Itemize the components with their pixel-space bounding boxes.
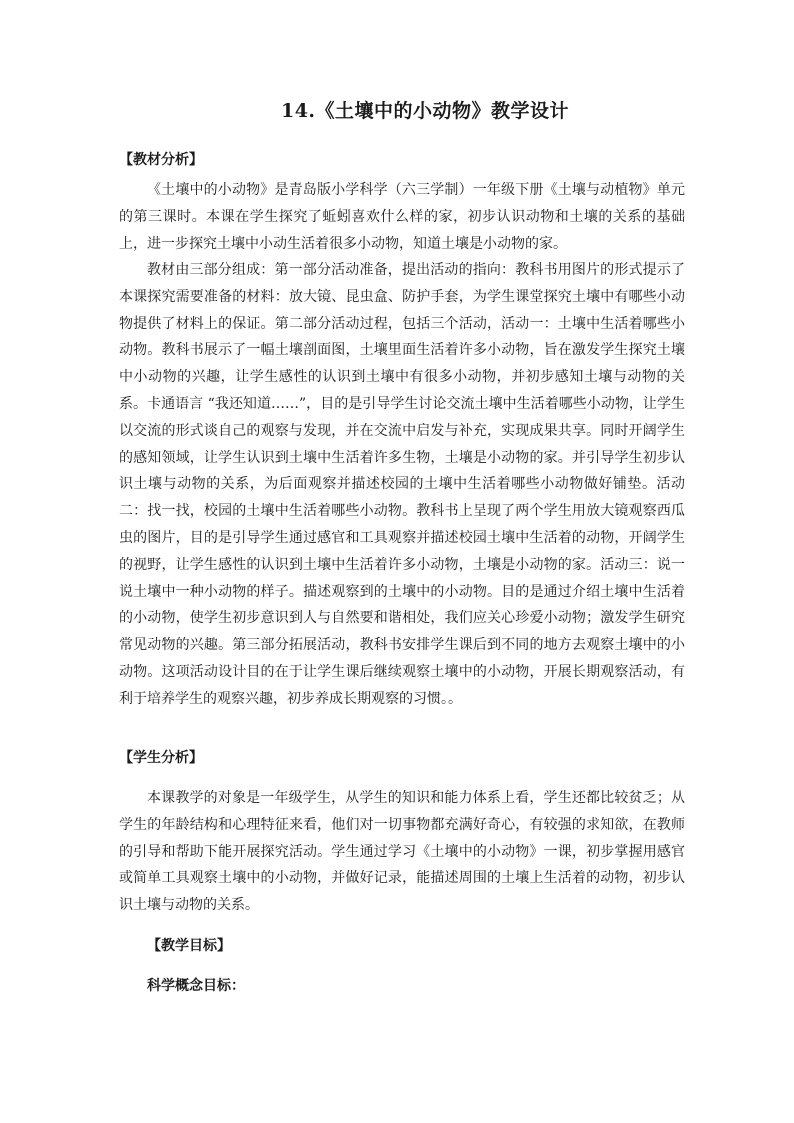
document-title: 14.《土壤中的小动物》教学设计 (280, 100, 570, 122)
subheading-science-concept-goals: 科学概念目标： (147, 978, 245, 994)
paragraph-material-structure: 教材由三部分组成：第一部分活动准备，提出活动的指向：教科书用图片的形式提示了本课探究需要准备的材料：放大镜、昆虫盒、防护手套，为学生课堂探究土壤中有哪些小动物提供了材料上的保证。第二部分活动过程，包括三个活动，活动一：土壤中生活着哪些小动物。教科书展示了一幅土壤剖面图，土壤里面生活着许多小动物，旨在激发学生探究土壤中小动物的兴趣，让学生感性的认识到土壤中有很多小动物，并初步感知土壤与动物的关系。卡通语言 “我还知道……”，目的是引导学生讨论交流土壤中生活着哪些小动物，让学生以交流的形式谈自己的观察与发现，并在交流中启发与补充，实现成果共享。同时开阔学生的感知领域，让学生认识到土壤中生活着许多生物，土壤是小动物的家。并引导学生初步认识土壤与动物的关系，为后面观察并描述校园的土壤中生活着哪些小动物做好铺垫。活动二：找一找，校园的土壤中生活着哪些小动物。教科书上呈现了两个学生用放大镜观察西瓜虫的图片，目的是引导学生通过感官和工具观察并描述校园土壤中生活着的动物，开阔学生的视野，让学生感性的认识到土壤中生活着许多小动物，土壤是小动物的家。活动三：说一说土壤中一种小动物的样子。描述观察到的土壤中的小动物。目的是通过介绍土壤中生活着的小动物，使学生初步意识到人与自然要和谐相处，我们应关心珍爱小动物；激发学生研究常见动物的兴趣。第三部分拓展活动，教科书安排学生课后到不同的地方去观察土壤中的小动物。这项活动设计目的在于让学生课后继续观察土壤中的小动物，开展长期观察活动，有利于培养学生的观察兴趣，初步养成长期观察的习惯。。 (119, 262, 685, 707)
section-heading-teaching-goals: 【教学目标】 (147, 938, 231, 954)
section-heading-material-analysis: 【教材分析】 (119, 152, 203, 168)
section-heading-student-analysis: 【学生分析】 (119, 750, 203, 766)
paragraph-student-analysis: 本课教学的对象是一年级学生，从学生的知识和能力体系上看，学生还都比较贫乏；从学生的年龄结构和心理特征来看，他们对一切事物都充满好奇心，有较强的求知欲，在教师的引导和帮助下能开展探究活动。学生通过学习《土壤中的小动物》一课，初步掌握用感官或简单工具观察土壤中的小动物，并做好记录，能描述周围的土壤上生活着的动物，初步认识土壤与动物的关系。 (119, 790, 685, 914)
paragraph-material-intro: 《土壤中的小动物》是青岛版小学科学（六三学制）一年级下册《土壤与动植物》单元的第三课时。本课在学生探究了蚯蚓喜欢什么样的家，初步认识动物和土壤的关系的基础上，进一步探究土壤中小动生活着很多小动物，知道土壤是小动物的家。 (119, 182, 685, 252)
